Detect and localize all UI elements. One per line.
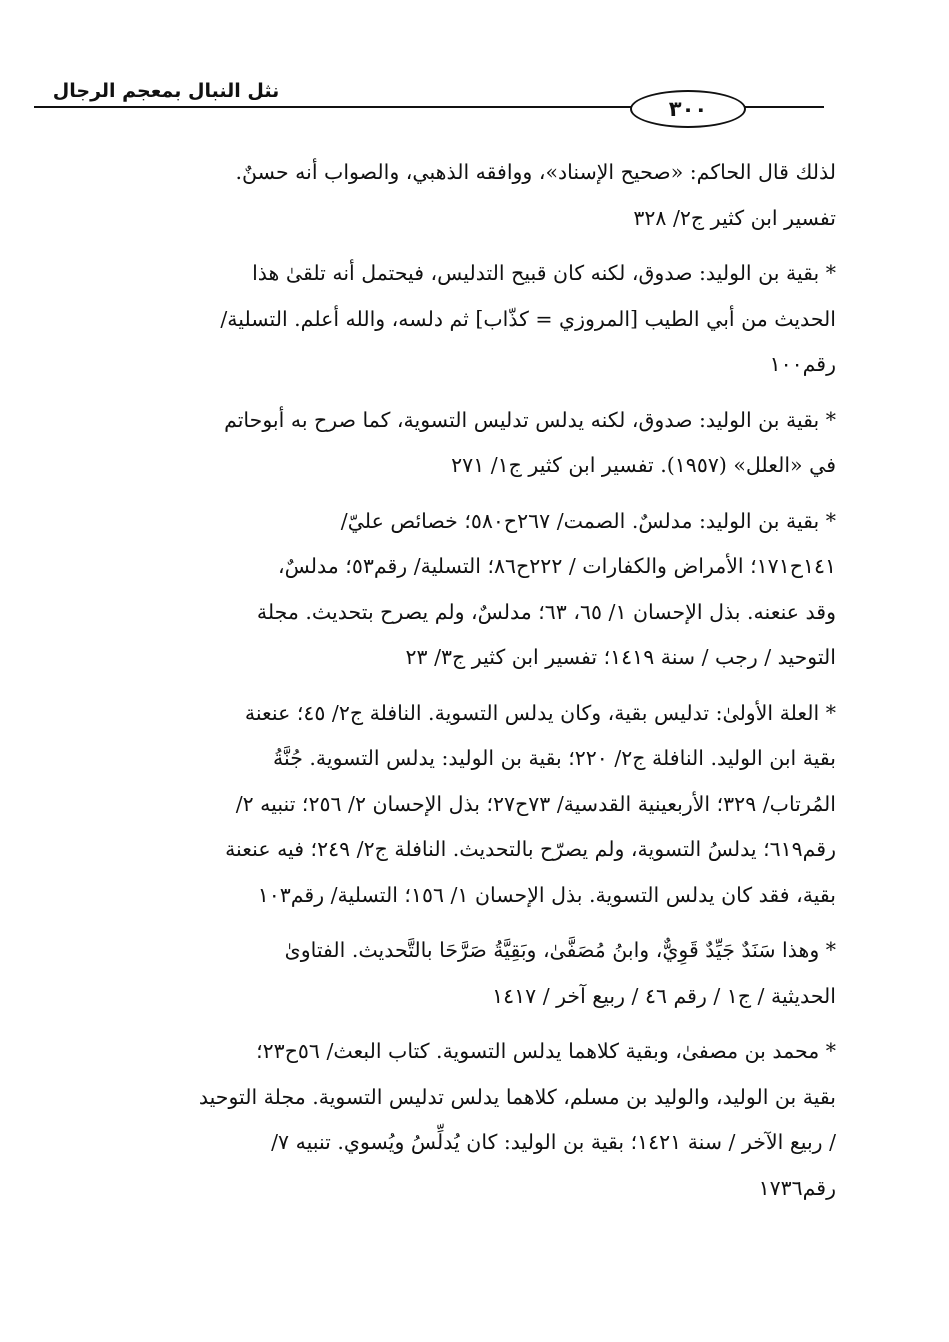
- text-line: تفسير ابن كثير ج٢/ ٣٢٨: [633, 205, 836, 230]
- text-line: رقم١٧٣٦: [758, 1175, 836, 1200]
- paragraph-4: [56, 499, 836, 681]
- paragraph-1: [56, 150, 836, 241]
- paragraph-7: [56, 1029, 836, 1211]
- text-line: رقم٦١٩؛ يدلسُ التسوية، ولم يصرّح بالتحديث. النافلة ج٢/ ٢٤٩؛ فيه عنعنة: [225, 837, 836, 861]
- text-line: لذلك قال الحاكم: «صحيح الإسناد»، ووافقه الذهبي، والصواب أنه حسنٌ.: [235, 160, 836, 184]
- text-line: وقد عنعنه. بذل الإحسان ١/ ٦٥، ٦٣؛ مدلسٌ، ولم يصرح بتحديث. مجلة: [256, 599, 836, 624]
- text-line: * بقية بن الوليد: صدوق، لكنه كان قبيح التدليس، فيحتمل أنه تلقىٰ هذا: [252, 261, 836, 285]
- text-line: رقم١٠٠: [769, 352, 836, 376]
- text-line: بقية ابن الوليد. النافلة ج٢/ ٢٢٠؛ بقية بن الوليد: يدلس التسوية. جُنَّةُ: [273, 746, 836, 770]
- paragraph-3: [56, 398, 836, 489]
- text-line: بقية بن الوليد، والوليد بن مسلم، كلاهما يدلس تدليس التسوية. مجلة التوحيد: [198, 1084, 836, 1109]
- text-line: المُرتاب/ ٣٢٩؛ الأربعينية القدسية/ ٧٣ح٢٧؛ بذل الإحسان ٢/ ٢٥٦؛ تنبيه ٢/: [235, 791, 836, 816]
- text-line: الحديث من أبي الطيب [المروزي = كذّاب] ثم دلسه، والله أعلم. التسلية/: [220, 306, 836, 331]
- text-line: ١٤١ح١٧١؛ الأمراض والكفارات / ٢٢٢ح٨٦؛ التسلية/ رقم٥٣؛ مدلسٌ،: [278, 554, 836, 578]
- page-number: ٣٠٠: [630, 90, 746, 128]
- text-line: في «العلل» (١٩٥٧). تفسير ابن كثير ج١/ ٢٧١: [451, 453, 836, 477]
- paragraph-2: [56, 251, 836, 388]
- paragraph-5: [56, 691, 836, 919]
- text-line: التوحيد / رجب / سنة ١٤١٩؛ تفسير ابن كثير ج٣/ ٢٣: [405, 645, 836, 669]
- text-line: * بقية بن الوليد: مدلسٌ. الصمت/ ٢٦٧ح٥٨٠؛ خصائص عليّ/: [340, 508, 836, 533]
- text-line: * العلة الأولىٰ: تدليس بقية، وكان يدلس التسوية. النافلة ج٢/ ٤٥؛ عنعنة: [244, 700, 836, 725]
- page-header: [0, 70, 949, 140]
- page-body: [56, 150, 836, 1221]
- text-line: * وهذا سَنَدٌ جَيِّدٌ قَوِيٌّ، وابنُ مُصَفَّىٰ، وبَقِيَّةُ صَرَّحَا بالتَّحديث. الفتاوىٰ: [284, 938, 836, 962]
- paragraph-6: [56, 928, 836, 1019]
- text-line: بقية، فقد كان يدلس التسوية. بذل الإحسان ١/ ١٥٦؛ التسلية/ رقم١٠٣: [257, 882, 836, 907]
- text-line: * بقية بن الوليد: صدوق، لكنه يدلس تدليس التسوية، كما صرح به أبوحاتم: [224, 407, 836, 432]
- text-line: / ربيع الآخر / سنة ١٤٢١؛ بقية بن الوليد: كان يُدلِّسُ ويُسوي. تنبيه ٧/: [271, 1130, 836, 1154]
- text-line: الحديثية / ج١ / رقم ٤٦ / ربيع آخر / ١٤١٧: [492, 983, 836, 1008]
- running-title: نثل النبال بمعجم الرجال: [52, 80, 280, 102]
- text-line: * محمد بن مصفىٰ، وبقية كلاهما يدلس التسوية. كتاب البعث/ ٥٦ح٢٣؛: [256, 1039, 836, 1063]
